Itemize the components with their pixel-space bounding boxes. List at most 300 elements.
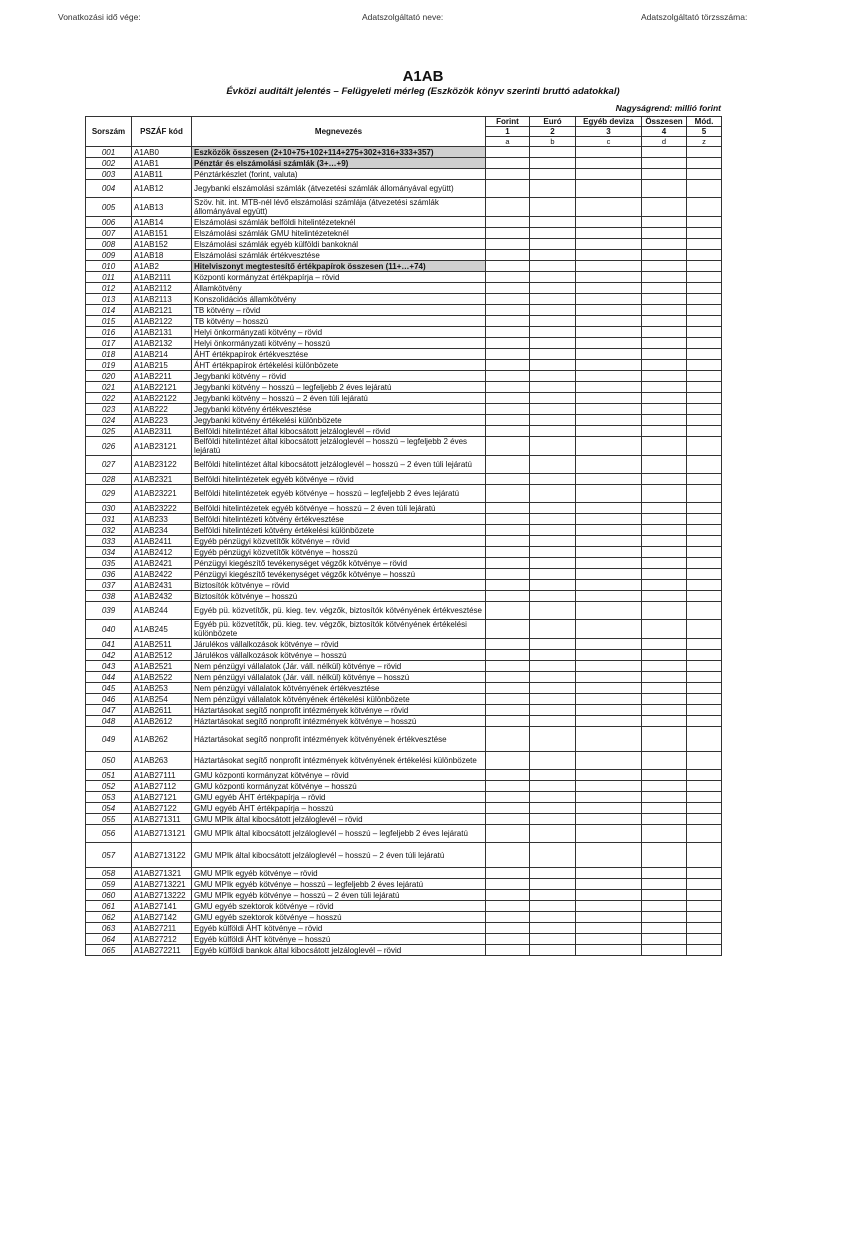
value-cell-osszesen[interactable] xyxy=(642,694,687,705)
value-cell-mod[interactable] xyxy=(687,180,722,198)
value-cell-euro[interactable] xyxy=(530,316,576,327)
value-cell-euro[interactable] xyxy=(530,327,576,338)
value-cell-mod[interactable] xyxy=(687,294,722,305)
value-cell-egyeb-deviza[interactable] xyxy=(576,158,642,169)
value-cell-mod[interactable] xyxy=(687,349,722,360)
value-cell-osszesen[interactable] xyxy=(642,580,687,591)
value-cell-osszesen[interactable] xyxy=(642,294,687,305)
value-cell-mod[interactable] xyxy=(687,580,722,591)
value-cell-egyeb-deviza[interactable] xyxy=(576,371,642,382)
value-cell-osszesen[interactable] xyxy=(642,305,687,316)
value-cell-euro[interactable] xyxy=(530,474,576,485)
value-cell-osszesen[interactable] xyxy=(642,752,687,770)
value-cell-egyeb-deviza[interactable] xyxy=(576,294,642,305)
value-cell-forint[interactable] xyxy=(486,250,530,261)
value-cell-egyeb-deviza[interactable] xyxy=(576,770,642,781)
value-cell-osszesen[interactable] xyxy=(642,890,687,901)
value-cell-euro[interactable] xyxy=(530,228,576,239)
value-cell-egyeb-deviza[interactable] xyxy=(576,558,642,569)
value-cell-euro[interactable] xyxy=(530,934,576,945)
value-cell-mod[interactable] xyxy=(687,825,722,843)
value-cell-euro[interactable] xyxy=(530,694,576,705)
value-cell-osszesen[interactable] xyxy=(642,683,687,694)
value-cell-mod[interactable] xyxy=(687,514,722,525)
value-cell-egyeb-deviza[interactable] xyxy=(576,934,642,945)
value-cell-egyeb-deviza[interactable] xyxy=(576,239,642,250)
value-cell-mod[interactable] xyxy=(687,923,722,934)
value-cell-euro[interactable] xyxy=(530,912,576,923)
value-cell-egyeb-deviza[interactable] xyxy=(576,217,642,228)
value-cell-egyeb-deviza[interactable] xyxy=(576,485,642,503)
value-cell-osszesen[interactable] xyxy=(642,547,687,558)
value-cell-forint[interactable] xyxy=(486,672,530,683)
value-cell-osszesen[interactable] xyxy=(642,639,687,650)
value-cell-forint[interactable] xyxy=(486,843,530,868)
value-cell-euro[interactable] xyxy=(530,371,576,382)
value-cell-osszesen[interactable] xyxy=(642,327,687,338)
value-cell-forint[interactable] xyxy=(486,349,530,360)
value-cell-mod[interactable] xyxy=(687,525,722,536)
value-cell-forint[interactable] xyxy=(486,536,530,547)
value-cell-forint[interactable] xyxy=(486,945,530,956)
value-cell-osszesen[interactable] xyxy=(642,382,687,393)
value-cell-mod[interactable] xyxy=(687,620,722,639)
value-cell-egyeb-deviza[interactable] xyxy=(576,716,642,727)
value-cell-mod[interactable] xyxy=(687,536,722,547)
value-cell-euro[interactable] xyxy=(530,180,576,198)
value-cell-osszesen[interactable] xyxy=(642,169,687,180)
value-cell-forint[interactable] xyxy=(486,781,530,792)
value-cell-osszesen[interactable] xyxy=(642,393,687,404)
value-cell-forint[interactable] xyxy=(486,456,530,474)
value-cell-forint[interactable] xyxy=(486,868,530,879)
value-cell-mod[interactable] xyxy=(687,716,722,727)
value-cell-euro[interactable] xyxy=(530,456,576,474)
value-cell-osszesen[interactable] xyxy=(642,879,687,890)
value-cell-osszesen[interactable] xyxy=(642,338,687,349)
value-cell-euro[interactable] xyxy=(530,217,576,228)
value-cell-mod[interactable] xyxy=(687,272,722,283)
value-cell-osszesen[interactable] xyxy=(642,261,687,272)
value-cell-egyeb-deviza[interactable] xyxy=(576,945,642,956)
value-cell-forint[interactable] xyxy=(486,825,530,843)
value-cell-egyeb-deviza[interactable] xyxy=(576,727,642,752)
value-cell-osszesen[interactable] xyxy=(642,198,687,217)
value-cell-euro[interactable] xyxy=(530,437,576,456)
value-cell-forint[interactable] xyxy=(486,620,530,639)
value-cell-egyeb-deviza[interactable] xyxy=(576,569,642,580)
value-cell-mod[interactable] xyxy=(687,683,722,694)
value-cell-mod[interactable] xyxy=(687,147,722,158)
value-cell-osszesen[interactable] xyxy=(642,503,687,514)
value-cell-mod[interactable] xyxy=(687,814,722,825)
value-cell-egyeb-deviza[interactable] xyxy=(576,843,642,868)
value-cell-euro[interactable] xyxy=(530,868,576,879)
value-cell-mod[interactable] xyxy=(687,843,722,868)
value-cell-forint[interactable] xyxy=(486,901,530,912)
value-cell-osszesen[interactable] xyxy=(642,591,687,602)
value-cell-mod[interactable] xyxy=(687,327,722,338)
value-cell-mod[interactable] xyxy=(687,360,722,371)
value-cell-forint[interactable] xyxy=(486,770,530,781)
value-cell-euro[interactable] xyxy=(530,705,576,716)
value-cell-euro[interactable] xyxy=(530,485,576,503)
value-cell-forint[interactable] xyxy=(486,525,530,536)
value-cell-osszesen[interactable] xyxy=(642,283,687,294)
value-cell-euro[interactable] xyxy=(530,727,576,752)
value-cell-egyeb-deviza[interactable] xyxy=(576,591,642,602)
value-cell-euro[interactable] xyxy=(530,803,576,814)
value-cell-egyeb-deviza[interactable] xyxy=(576,868,642,879)
value-cell-forint[interactable] xyxy=(486,404,530,415)
value-cell-osszesen[interactable] xyxy=(642,716,687,727)
value-cell-euro[interactable] xyxy=(530,890,576,901)
value-cell-forint[interactable] xyxy=(486,169,530,180)
value-cell-egyeb-deviza[interactable] xyxy=(576,890,642,901)
value-cell-euro[interactable] xyxy=(530,514,576,525)
value-cell-euro[interactable] xyxy=(530,147,576,158)
value-cell-forint[interactable] xyxy=(486,602,530,620)
value-cell-mod[interactable] xyxy=(687,879,722,890)
value-cell-forint[interactable] xyxy=(486,547,530,558)
value-cell-osszesen[interactable] xyxy=(642,426,687,437)
value-cell-euro[interactable] xyxy=(530,404,576,415)
value-cell-forint[interactable] xyxy=(486,650,530,661)
value-cell-mod[interactable] xyxy=(687,890,722,901)
value-cell-euro[interactable] xyxy=(530,650,576,661)
value-cell-mod[interactable] xyxy=(687,261,722,272)
value-cell-euro[interactable] xyxy=(530,426,576,437)
value-cell-forint[interactable] xyxy=(486,239,530,250)
value-cell-mod[interactable] xyxy=(687,305,722,316)
value-cell-mod[interactable] xyxy=(687,705,722,716)
value-cell-euro[interactable] xyxy=(530,770,576,781)
value-cell-forint[interactable] xyxy=(486,294,530,305)
value-cell-mod[interactable] xyxy=(687,393,722,404)
value-cell-osszesen[interactable] xyxy=(642,239,687,250)
value-cell-forint[interactable] xyxy=(486,217,530,228)
value-cell-egyeb-deviza[interactable] xyxy=(576,580,642,591)
value-cell-egyeb-deviza[interactable] xyxy=(576,198,642,217)
value-cell-forint[interactable] xyxy=(486,569,530,580)
value-cell-osszesen[interactable] xyxy=(642,456,687,474)
value-cell-forint[interactable] xyxy=(486,316,530,327)
value-cell-osszesen[interactable] xyxy=(642,158,687,169)
value-cell-mod[interactable] xyxy=(687,912,722,923)
value-cell-euro[interactable] xyxy=(530,923,576,934)
value-cell-egyeb-deviza[interactable] xyxy=(576,360,642,371)
value-cell-euro[interactable] xyxy=(530,901,576,912)
value-cell-egyeb-deviza[interactable] xyxy=(576,456,642,474)
value-cell-egyeb-deviza[interactable] xyxy=(576,305,642,316)
value-cell-euro[interactable] xyxy=(530,393,576,404)
value-cell-mod[interactable] xyxy=(687,868,722,879)
value-cell-osszesen[interactable] xyxy=(642,474,687,485)
value-cell-forint[interactable] xyxy=(486,393,530,404)
value-cell-egyeb-deviza[interactable] xyxy=(576,474,642,485)
value-cell-mod[interactable] xyxy=(687,169,722,180)
value-cell-osszesen[interactable] xyxy=(642,228,687,239)
value-cell-euro[interactable] xyxy=(530,198,576,217)
value-cell-osszesen[interactable] xyxy=(642,558,687,569)
value-cell-euro[interactable] xyxy=(530,283,576,294)
value-cell-euro[interactable] xyxy=(530,843,576,868)
value-cell-euro[interactable] xyxy=(530,558,576,569)
value-cell-forint[interactable] xyxy=(486,426,530,437)
value-cell-euro[interactable] xyxy=(530,261,576,272)
value-cell-forint[interactable] xyxy=(486,198,530,217)
value-cell-osszesen[interactable] xyxy=(642,360,687,371)
value-cell-egyeb-deviza[interactable] xyxy=(576,620,642,639)
value-cell-mod[interactable] xyxy=(687,404,722,415)
value-cell-mod[interactable] xyxy=(687,547,722,558)
value-cell-mod[interactable] xyxy=(687,591,722,602)
value-cell-osszesen[interactable] xyxy=(642,705,687,716)
value-cell-osszesen[interactable] xyxy=(642,868,687,879)
value-cell-forint[interactable] xyxy=(486,558,530,569)
value-cell-euro[interactable] xyxy=(530,294,576,305)
value-cell-euro[interactable] xyxy=(530,272,576,283)
value-cell-egyeb-deviza[interactable] xyxy=(576,338,642,349)
value-cell-euro[interactable] xyxy=(530,169,576,180)
value-cell-osszesen[interactable] xyxy=(642,272,687,283)
value-cell-forint[interactable] xyxy=(486,327,530,338)
value-cell-mod[interactable] xyxy=(687,485,722,503)
value-cell-osszesen[interactable] xyxy=(642,792,687,803)
value-cell-forint[interactable] xyxy=(486,727,530,752)
value-cell-egyeb-deviza[interactable] xyxy=(576,705,642,716)
value-cell-mod[interactable] xyxy=(687,198,722,217)
value-cell-egyeb-deviza[interactable] xyxy=(576,901,642,912)
value-cell-euro[interactable] xyxy=(530,591,576,602)
value-cell-euro[interactable] xyxy=(530,536,576,547)
value-cell-mod[interactable] xyxy=(687,558,722,569)
value-cell-osszesen[interactable] xyxy=(642,569,687,580)
value-cell-forint[interactable] xyxy=(486,591,530,602)
value-cell-egyeb-deviza[interactable] xyxy=(576,180,642,198)
value-cell-forint[interactable] xyxy=(486,923,530,934)
value-cell-egyeb-deviza[interactable] xyxy=(576,349,642,360)
value-cell-forint[interactable] xyxy=(486,338,530,349)
value-cell-osszesen[interactable] xyxy=(642,349,687,360)
value-cell-osszesen[interactable] xyxy=(642,620,687,639)
value-cell-mod[interactable] xyxy=(687,602,722,620)
value-cell-euro[interactable] xyxy=(530,525,576,536)
value-cell-mod[interactable] xyxy=(687,239,722,250)
value-cell-osszesen[interactable] xyxy=(642,415,687,426)
value-cell-mod[interactable] xyxy=(687,228,722,239)
value-cell-osszesen[interactable] xyxy=(642,672,687,683)
value-cell-euro[interactable] xyxy=(530,716,576,727)
value-cell-egyeb-deviza[interactable] xyxy=(576,639,642,650)
value-cell-egyeb-deviza[interactable] xyxy=(576,792,642,803)
value-cell-mod[interactable] xyxy=(687,338,722,349)
value-cell-mod[interactable] xyxy=(687,382,722,393)
value-cell-egyeb-deviza[interactable] xyxy=(576,426,642,437)
value-cell-mod[interactable] xyxy=(687,934,722,945)
value-cell-osszesen[interactable] xyxy=(642,901,687,912)
value-cell-egyeb-deviza[interactable] xyxy=(576,437,642,456)
value-cell-egyeb-deviza[interactable] xyxy=(576,250,642,261)
value-cell-mod[interactable] xyxy=(687,316,722,327)
value-cell-euro[interactable] xyxy=(530,547,576,558)
value-cell-egyeb-deviza[interactable] xyxy=(576,228,642,239)
value-cell-osszesen[interactable] xyxy=(642,727,687,752)
value-cell-egyeb-deviza[interactable] xyxy=(576,316,642,327)
value-cell-osszesen[interactable] xyxy=(642,180,687,198)
value-cell-osszesen[interactable] xyxy=(642,525,687,536)
value-cell-forint[interactable] xyxy=(486,485,530,503)
value-cell-mod[interactable] xyxy=(687,426,722,437)
value-cell-egyeb-deviza[interactable] xyxy=(576,415,642,426)
value-cell-egyeb-deviza[interactable] xyxy=(576,602,642,620)
value-cell-mod[interactable] xyxy=(687,283,722,294)
value-cell-osszesen[interactable] xyxy=(642,514,687,525)
value-cell-egyeb-deviza[interactable] xyxy=(576,879,642,890)
value-cell-osszesen[interactable] xyxy=(642,217,687,228)
value-cell-euro[interactable] xyxy=(530,672,576,683)
value-cell-mod[interactable] xyxy=(687,672,722,683)
value-cell-egyeb-deviza[interactable] xyxy=(576,169,642,180)
value-cell-forint[interactable] xyxy=(486,661,530,672)
value-cell-euro[interactable] xyxy=(530,382,576,393)
value-cell-forint[interactable] xyxy=(486,228,530,239)
value-cell-forint[interactable] xyxy=(486,639,530,650)
value-cell-euro[interactable] xyxy=(530,349,576,360)
value-cell-euro[interactable] xyxy=(530,814,576,825)
value-cell-forint[interactable] xyxy=(486,371,530,382)
value-cell-mod[interactable] xyxy=(687,803,722,814)
value-cell-osszesen[interactable] xyxy=(642,781,687,792)
value-cell-egyeb-deviza[interactable] xyxy=(576,683,642,694)
value-cell-egyeb-deviza[interactable] xyxy=(576,261,642,272)
value-cell-osszesen[interactable] xyxy=(642,316,687,327)
value-cell-euro[interactable] xyxy=(530,602,576,620)
value-cell-forint[interactable] xyxy=(486,360,530,371)
value-cell-egyeb-deviza[interactable] xyxy=(576,661,642,672)
value-cell-forint[interactable] xyxy=(486,158,530,169)
value-cell-forint[interactable] xyxy=(486,272,530,283)
value-cell-forint[interactable] xyxy=(486,283,530,294)
value-cell-egyeb-deviza[interactable] xyxy=(576,814,642,825)
value-cell-mod[interactable] xyxy=(687,781,722,792)
value-cell-egyeb-deviza[interactable] xyxy=(576,672,642,683)
value-cell-euro[interactable] xyxy=(530,250,576,261)
value-cell-forint[interactable] xyxy=(486,792,530,803)
value-cell-mod[interactable] xyxy=(687,650,722,661)
value-cell-mod[interactable] xyxy=(687,437,722,456)
value-cell-mod[interactable] xyxy=(687,792,722,803)
value-cell-euro[interactable] xyxy=(530,239,576,250)
value-cell-forint[interactable] xyxy=(486,879,530,890)
value-cell-osszesen[interactable] xyxy=(642,803,687,814)
value-cell-euro[interactable] xyxy=(530,338,576,349)
value-cell-mod[interactable] xyxy=(687,415,722,426)
value-cell-euro[interactable] xyxy=(530,781,576,792)
value-cell-mod[interactable] xyxy=(687,503,722,514)
value-cell-euro[interactable] xyxy=(530,752,576,770)
value-cell-forint[interactable] xyxy=(486,261,530,272)
value-cell-osszesen[interactable] xyxy=(642,536,687,547)
value-cell-mod[interactable] xyxy=(687,569,722,580)
value-cell-forint[interactable] xyxy=(486,912,530,923)
value-cell-egyeb-deviza[interactable] xyxy=(576,781,642,792)
value-cell-euro[interactable] xyxy=(530,945,576,956)
value-cell-egyeb-deviza[interactable] xyxy=(576,147,642,158)
value-cell-egyeb-deviza[interactable] xyxy=(576,547,642,558)
value-cell-euro[interactable] xyxy=(530,620,576,639)
value-cell-euro[interactable] xyxy=(530,879,576,890)
value-cell-mod[interactable] xyxy=(687,901,722,912)
value-cell-osszesen[interactable] xyxy=(642,250,687,261)
value-cell-forint[interactable] xyxy=(486,752,530,770)
value-cell-egyeb-deviza[interactable] xyxy=(576,923,642,934)
value-cell-osszesen[interactable] xyxy=(642,825,687,843)
value-cell-osszesen[interactable] xyxy=(642,923,687,934)
value-cell-euro[interactable] xyxy=(530,158,576,169)
value-cell-euro[interactable] xyxy=(530,792,576,803)
value-cell-forint[interactable] xyxy=(486,803,530,814)
value-cell-osszesen[interactable] xyxy=(642,147,687,158)
value-cell-mod[interactable] xyxy=(687,639,722,650)
value-cell-egyeb-deviza[interactable] xyxy=(576,503,642,514)
value-cell-osszesen[interactable] xyxy=(642,934,687,945)
value-cell-euro[interactable] xyxy=(530,580,576,591)
value-cell-euro[interactable] xyxy=(530,360,576,371)
value-cell-mod[interactable] xyxy=(687,752,722,770)
value-cell-egyeb-deviza[interactable] xyxy=(576,825,642,843)
value-cell-mod[interactable] xyxy=(687,474,722,485)
value-cell-mod[interactable] xyxy=(687,770,722,781)
value-cell-forint[interactable] xyxy=(486,474,530,485)
value-cell-osszesen[interactable] xyxy=(642,945,687,956)
value-cell-osszesen[interactable] xyxy=(642,814,687,825)
value-cell-egyeb-deviza[interactable] xyxy=(576,536,642,547)
value-cell-forint[interactable] xyxy=(486,415,530,426)
value-cell-forint[interactable] xyxy=(486,437,530,456)
value-cell-forint[interactable] xyxy=(486,814,530,825)
value-cell-egyeb-deviza[interactable] xyxy=(576,803,642,814)
value-cell-osszesen[interactable] xyxy=(642,770,687,781)
value-cell-euro[interactable] xyxy=(530,825,576,843)
value-cell-osszesen[interactable] xyxy=(642,912,687,923)
value-cell-mod[interactable] xyxy=(687,945,722,956)
value-cell-forint[interactable] xyxy=(486,305,530,316)
value-cell-egyeb-deviza[interactable] xyxy=(576,382,642,393)
value-cell-egyeb-deviza[interactable] xyxy=(576,272,642,283)
value-cell-forint[interactable] xyxy=(486,514,530,525)
value-cell-egyeb-deviza[interactable] xyxy=(576,694,642,705)
value-cell-euro[interactable] xyxy=(530,639,576,650)
value-cell-osszesen[interactable] xyxy=(642,437,687,456)
value-cell-egyeb-deviza[interactable] xyxy=(576,525,642,536)
value-cell-forint[interactable] xyxy=(486,683,530,694)
value-cell-egyeb-deviza[interactable] xyxy=(576,650,642,661)
value-cell-mod[interactable] xyxy=(687,727,722,752)
value-cell-osszesen[interactable] xyxy=(642,650,687,661)
value-cell-forint[interactable] xyxy=(486,890,530,901)
value-cell-egyeb-deviza[interactable] xyxy=(576,283,642,294)
value-cell-mod[interactable] xyxy=(687,217,722,228)
value-cell-euro[interactable] xyxy=(530,683,576,694)
value-cell-forint[interactable] xyxy=(486,503,530,514)
value-cell-egyeb-deviza[interactable] xyxy=(576,327,642,338)
value-cell-forint[interactable] xyxy=(486,382,530,393)
value-cell-euro[interactable] xyxy=(530,305,576,316)
value-cell-forint[interactable] xyxy=(486,180,530,198)
value-cell-egyeb-deviza[interactable] xyxy=(576,393,642,404)
value-cell-osszesen[interactable] xyxy=(642,661,687,672)
